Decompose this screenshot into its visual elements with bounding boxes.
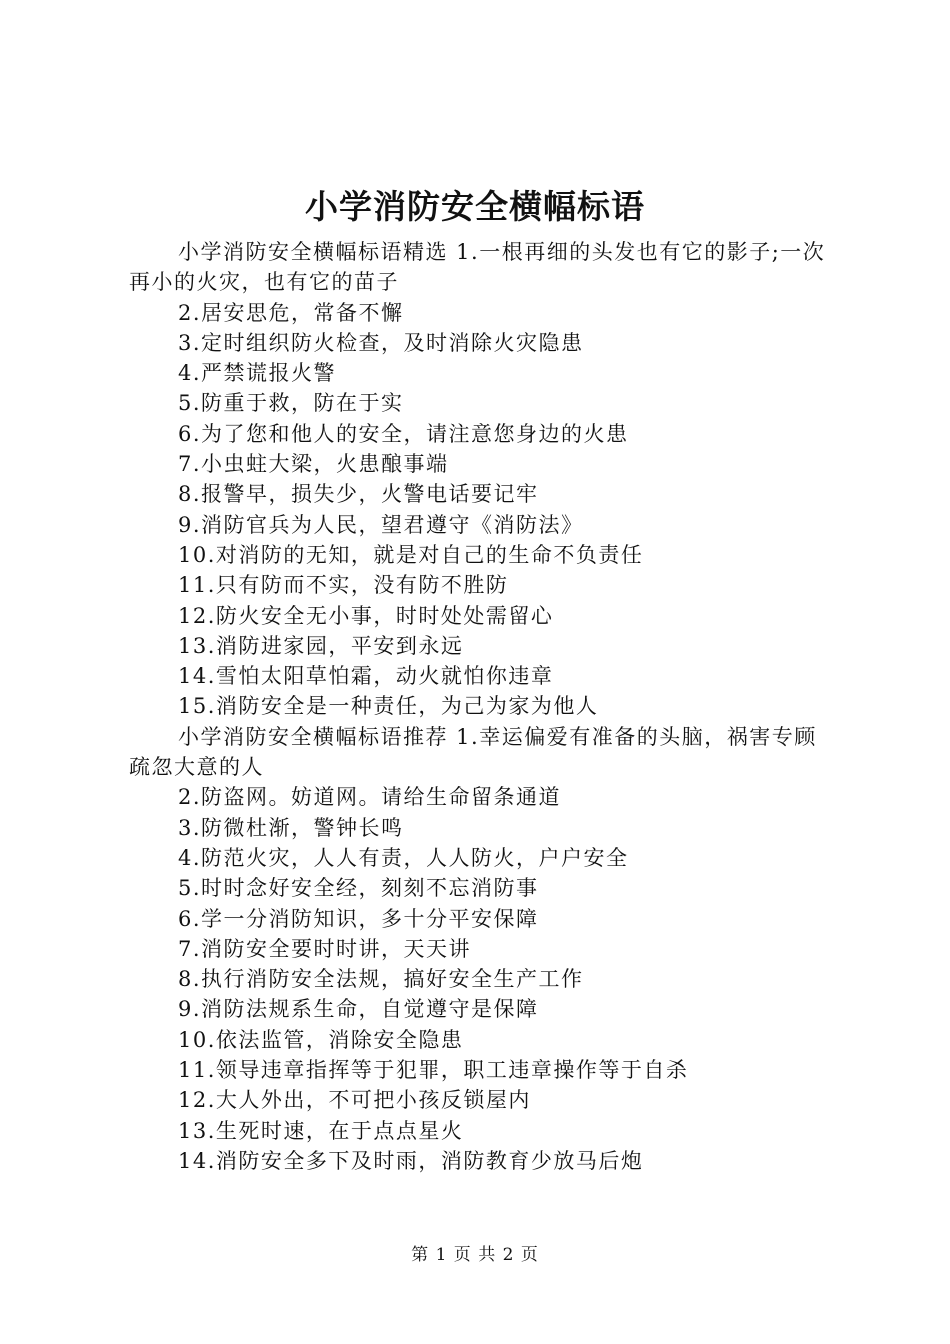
section2-intro: 小学消防安全横幅标语推荐 1.幸运偏爱有准备的头脑，祸害专顾疏忽大意的人 (129, 724, 817, 780)
list-item: 3.防微杜渐，警钟长鸣 (178, 815, 404, 840)
list-item: 5.时时念好安全经，刻刻不忘消防事 (178, 876, 539, 901)
document-title: 小学消防安全横幅标语 (305, 187, 645, 226)
section1-intro: 小学消防安全横幅标语精选 1.一根再细的头发也有它的影子;一次再小的火灾，也有它的苗子 (129, 240, 826, 295)
list-item: 3.定时组织防火检查，及时消除火灾隐患 (178, 330, 584, 355)
page-number-footer: 第 1 页 共 2 页 (411, 1245, 539, 1265)
list-item: 2.居安思危，常备不懈 (178, 300, 404, 325)
list-item: 15.消防安全是一种责任，为己为家为他人 (178, 694, 599, 719)
list-item: 12.大人外出，不可把小孩反锁屋内 (178, 1088, 531, 1113)
list-item: 6.为了您和他人的安全，请注意您身边的火患 (178, 421, 629, 446)
list-item: 9.消防法规系生命，自觉遵守是保障 (178, 997, 539, 1022)
list-item: 11.领导违章指挥等于犯罪，职工违章操作等于自杀 (178, 1058, 689, 1083)
list-item: 12.防火安全无小事，时时处处需留心 (178, 603, 554, 628)
list-item: 6.学一分消防知识，多十分平安保障 (178, 906, 539, 931)
list-item: 11.只有防而不实，没有防不胜防 (178, 573, 509, 598)
list-item: 7.消防安全要时时讲，天天讲 (178, 936, 472, 961)
list-item: 10.依法监管，消除安全隐患 (178, 1027, 464, 1052)
list-item: 13.消防进家园，平安到永远 (178, 633, 464, 658)
list-item: 8.报警早，损失少，火警电话要记牢 (178, 482, 539, 507)
list-item: 14.消防安全多下及时雨，消防教育少放马后炮 (178, 1148, 644, 1173)
document-body (129, 237, 829, 1176)
list-item: 13.生死时速，在于点点星火 (178, 1118, 464, 1143)
list-item: 9.消防官兵为人民，望君遵守《消防法》 (178, 512, 584, 537)
list-item: 4.防范火灾，人人有责，人人防火，户户安全 (178, 845, 629, 870)
list-item: 10.对消防的无知，就是对自己的生命不负责任 (178, 542, 644, 567)
list-item: 14.雪怕太阳草怕霜，动火就怕你违章 (178, 664, 554, 689)
list-item: 2.防盗网。妨道网。请给生命留条通道 (178, 785, 562, 810)
list-item: 4.严禁谎报火警 (178, 361, 337, 386)
list-item: 5.防重于救，防在于实 (178, 391, 404, 416)
list-item: 8.执行消防安全法规，搞好安全生产工作 (178, 967, 584, 992)
list-item: 7.小虫蛀大梁，火患酿事端 (178, 452, 449, 477)
